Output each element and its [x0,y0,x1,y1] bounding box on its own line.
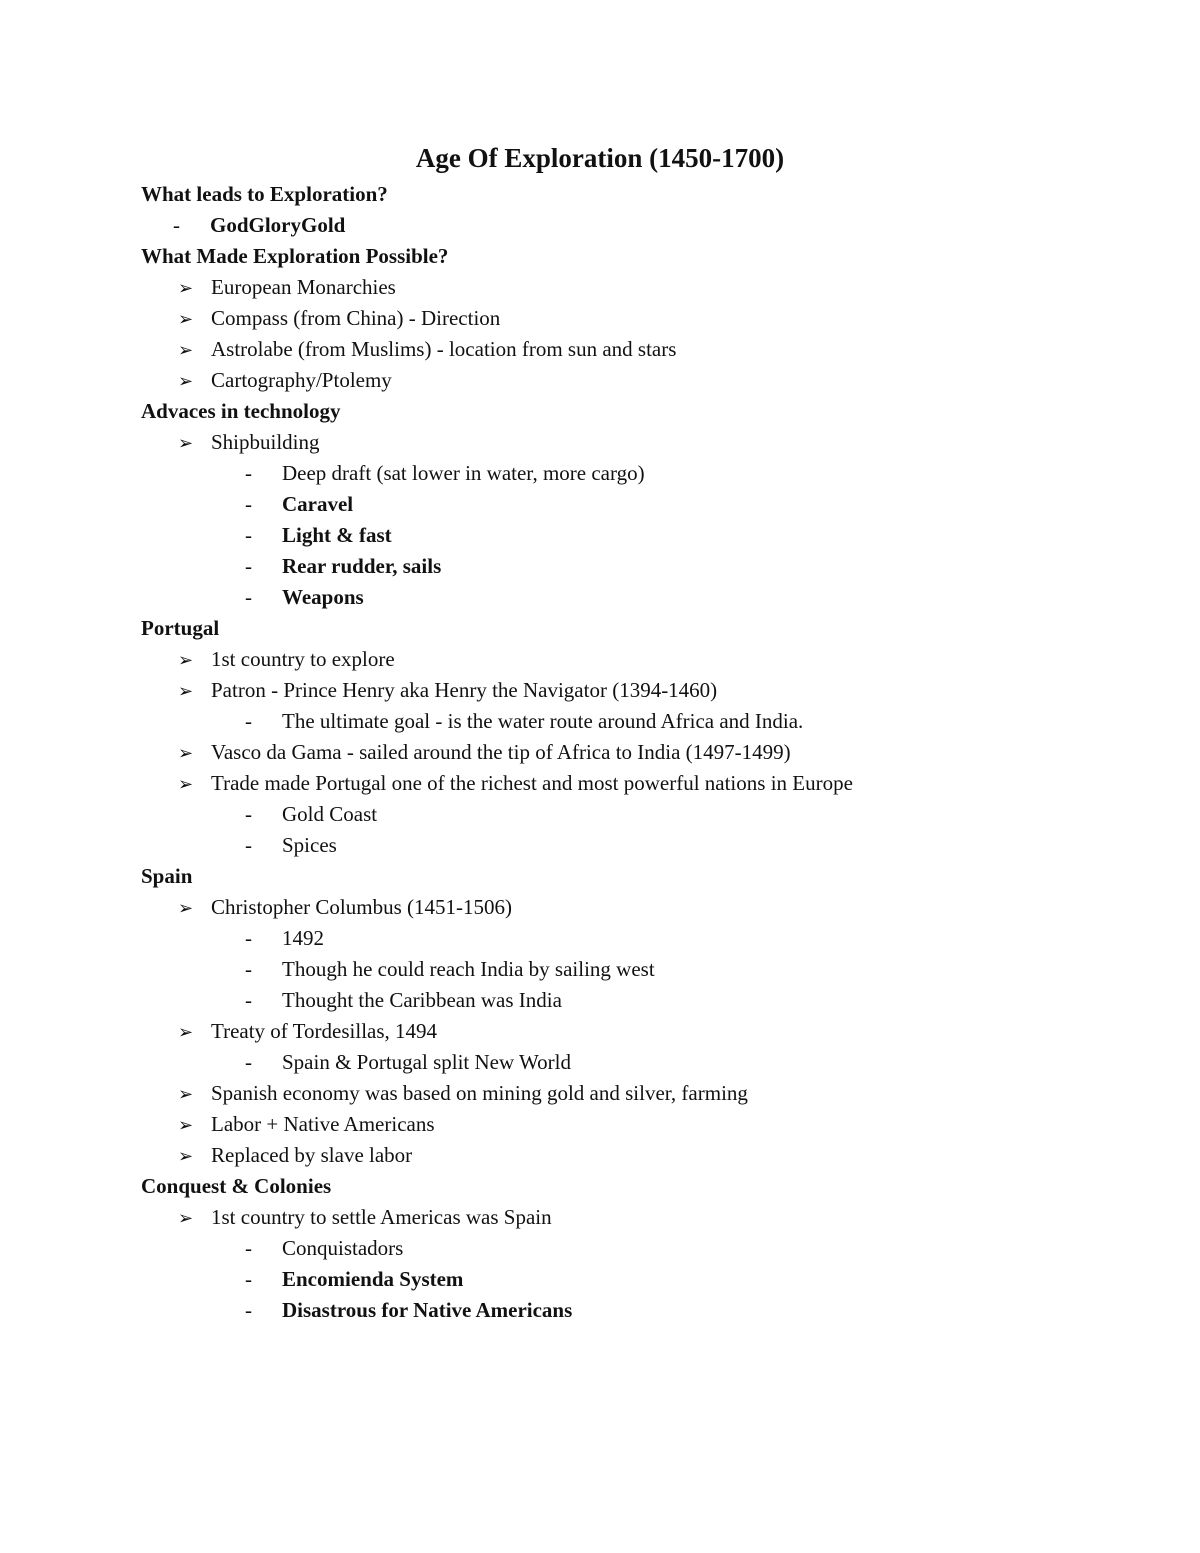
bullet-text: Replaced by slave labor [211,1143,413,1167]
section-heading: Portugal [141,616,220,640]
bullet-item [141,1078,1141,1109]
bullet-item [141,1109,1141,1140]
bullet-text: 1492 [282,926,324,950]
bullet-text: GodGloryGold [210,213,346,237]
sub-bullet-item [141,923,1141,954]
bullet-text: Spain & Portugal split New World [282,1050,571,1074]
bullet-text: Labor + Native Americans [211,1112,435,1136]
section-heading: Conquest & Colonies [141,1174,332,1198]
bullet-item [141,737,1141,768]
bullet-text: Spices [282,833,337,857]
bullet-text: European Monarchies [211,275,396,299]
arrow-bullet-icon: ➢ [178,774,194,795]
bullet-text: Patron - Prince Henry aka Henry the Navigator (1394-1460) [211,678,718,702]
bullet-text: Conquistadors [282,1236,404,1260]
bullet-text: Deep draft (sat lower in water, more cargo) [282,461,645,485]
section-heading: What leads to Exploration? [141,182,388,206]
sub-bullet-item [141,458,1141,489]
sub-bullet-item [141,830,1141,861]
arrow-bullet-icon: ➢ [178,433,194,454]
bullet-text: Vasco da Gama - sailed around the tip of Africa to India (1497-1499) [211,740,791,764]
section-heading: Spain [141,864,193,888]
bullet-text: Spanish economy was based on mining gold and silver, farming [211,1081,748,1105]
bullet-item [141,644,1141,675]
dash-bullet-icon: - [245,492,252,516]
bullet-text: Gold Coast [282,802,378,826]
dash-bullet-icon: - [245,709,252,733]
document-body [141,179,1141,1326]
bullet-text: Astrolabe (from Muslims) - location from sun and stars [211,337,677,361]
arrow-bullet-icon: ➢ [178,681,194,702]
dash-bullet-icon: - [245,461,252,485]
arrow-bullet-icon: ➢ [178,1084,194,1105]
section-heading: Advaces in technology [141,399,341,423]
sub-bullet-item [141,1264,1141,1295]
dash-bullet-icon: - [245,926,252,950]
bullet-text: The ultimate goal - is the water route around Africa and India. [282,709,804,733]
sub-bullet-item [141,1233,1141,1264]
bullet-text: Caravel [282,492,354,516]
document-title: Age Of Exploration (1450-1700) [415,143,785,173]
sub-bullet-item [141,489,1141,520]
bullet-item [141,892,1141,923]
bullet-text: Light & fast [282,523,392,547]
bullet-item [141,427,1141,458]
bullet-text: Rear rudder, sails [282,554,442,578]
bullet-item [141,675,1141,706]
sub-bullet-item [141,551,1141,582]
bullet-text: Encomienda System [282,1267,464,1291]
bullet-item [141,365,1141,396]
arrow-bullet-icon: ➢ [178,371,194,392]
dash-bullet-icon: - [173,213,180,237]
sub-bullet-item [141,954,1141,985]
bullet-text: Thought the Caribbean was India [282,988,562,1012]
dash-bullet-icon: - [245,1236,252,1260]
bullet-item [141,768,1141,799]
bullet-text: 1st country to settle Americas was Spain [211,1205,552,1229]
dash-bullet-icon: - [245,1298,252,1322]
dash-bullet-icon: - [245,988,252,1012]
arrow-bullet-icon: ➢ [178,309,194,330]
bullet-text: Christopher Columbus (1451-1506) [211,895,512,919]
dash-bullet-icon: - [245,585,252,609]
bullet-text: Trade made Portugal one of the richest and most powerful nations in Europe [211,771,853,795]
bullet-text: Shipbuilding [211,430,320,454]
bullet-text: Treaty of Tordesillas, 1494 [211,1019,438,1043]
sub-bullet-item [141,582,1141,613]
bullet-text: Weapons [282,585,364,609]
bullet-item [141,303,1141,334]
bullet-item [141,1202,1141,1233]
bullet-text: Though he could reach India by sailing west [282,957,655,981]
bullet-text: Compass (from China) - Direction [211,306,501,330]
dash-bullet-icon: - [245,554,252,578]
arrow-bullet-icon: ➢ [178,1146,194,1167]
dash-bullet-icon: - [245,1050,252,1074]
bullet-text: Disastrous for Native Americans [282,1298,573,1322]
arrow-bullet-icon: ➢ [178,650,194,671]
sub-bullet-item [141,706,1141,737]
bullet-text: Cartography/Ptolemy [211,368,392,392]
sub-bullet-item [141,520,1141,551]
dash-bullet-icon: - [245,523,252,547]
dash-bullet-icon: - [245,833,252,857]
arrow-bullet-icon: ➢ [178,1115,194,1136]
arrow-bullet-icon: ➢ [178,340,194,361]
sub-bullet-item [141,210,1141,241]
bullet-item [141,1016,1141,1047]
arrow-bullet-icon: ➢ [178,1022,194,1043]
arrow-bullet-icon: ➢ [178,278,194,299]
sub-bullet-item [141,1295,1141,1326]
dash-bullet-icon: - [245,1267,252,1291]
arrow-bullet-icon: ➢ [178,898,194,919]
section-heading: What Made Exploration Possible? [141,244,449,268]
dash-bullet-icon: - [245,957,252,981]
sub-bullet-item [141,1047,1141,1078]
bullet-text: 1st country to explore [211,647,395,671]
bullet-item [141,272,1141,303]
sub-bullet-item [141,985,1141,1016]
sub-bullet-item [141,799,1141,830]
bullet-item [141,1140,1141,1171]
arrow-bullet-icon: ➢ [178,743,194,764]
arrow-bullet-icon: ➢ [178,1208,194,1229]
dash-bullet-icon: - [245,802,252,826]
bullet-item [141,334,1141,365]
